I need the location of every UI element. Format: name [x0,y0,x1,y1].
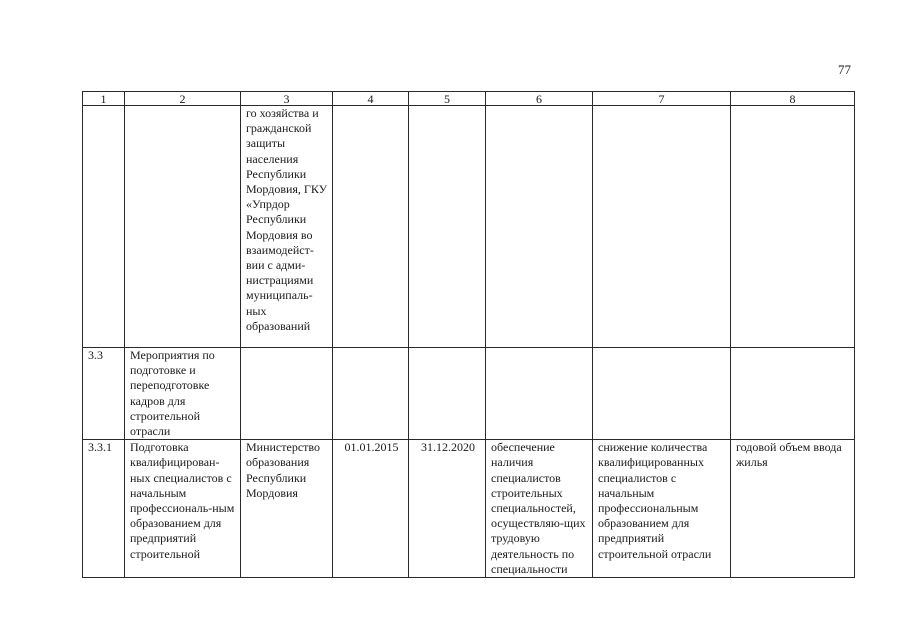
row-number-cell: 3.3.1 [83,440,125,578]
header-cell: 3 [241,92,333,106]
event-cell [125,106,241,348]
end-date-cell [409,348,486,440]
start-date-cell: 01.01.2015 [333,440,409,578]
event-cell: Мероприятия по подготовке и переподготовке кадров для строительной отрасли [125,348,241,440]
end-date-cell: 31.12.2020 [409,440,486,578]
header-cell: 4 [333,92,409,106]
row-number-cell [83,106,125,348]
row-number-cell: 3.3 [83,348,125,440]
table-row [83,440,855,578]
indicator-cell [731,106,855,348]
header-cell: 6 [486,92,593,106]
header-cell: 5 [409,92,486,106]
consequences-cell [593,348,731,440]
direct-result-cell: обеспечение наличия специалистов строительных специальностей, осуществляю-щих трудовую деятельность по специальности [486,440,593,578]
header-cell: 2 [125,92,241,106]
table-row [83,106,855,348]
consequences-cell: снижение количества квалифицированных специалистов с начальным профессиональным образованием для предприятий строительной отрасли [593,440,731,578]
event-cell: Подготовка квалифицирован-ных специалистов с начальным профессиональ-ным образованием для предприятий строительной [125,440,241,578]
start-date-cell [333,106,409,348]
start-date-cell [333,348,409,440]
executor-cell: Министерство образования Республики Мордовия [241,440,333,578]
header-cell: 7 [593,92,731,106]
end-date-cell [409,106,486,348]
consequences-cell [593,106,731,348]
executor-cell: го хозяйства и гражданской защиты населения Республики Мордовия, ГКУ «Упрдор Республики Мордовия во взаимодейст-вии с адми-нистрациями муниципаль-ных образований [241,106,333,348]
table-header-row [83,92,855,106]
executor-cell [241,348,333,440]
direct-result-cell [486,348,593,440]
indicator-cell: годовой объем ввода жилья [731,440,855,578]
indicator-cell [731,348,855,440]
direct-result-cell [486,106,593,348]
header-cell: 1 [83,92,125,106]
table-row [83,348,855,440]
header-cell: 8 [731,92,855,106]
program-table [82,91,855,578]
page-number: 77 [838,62,851,77]
